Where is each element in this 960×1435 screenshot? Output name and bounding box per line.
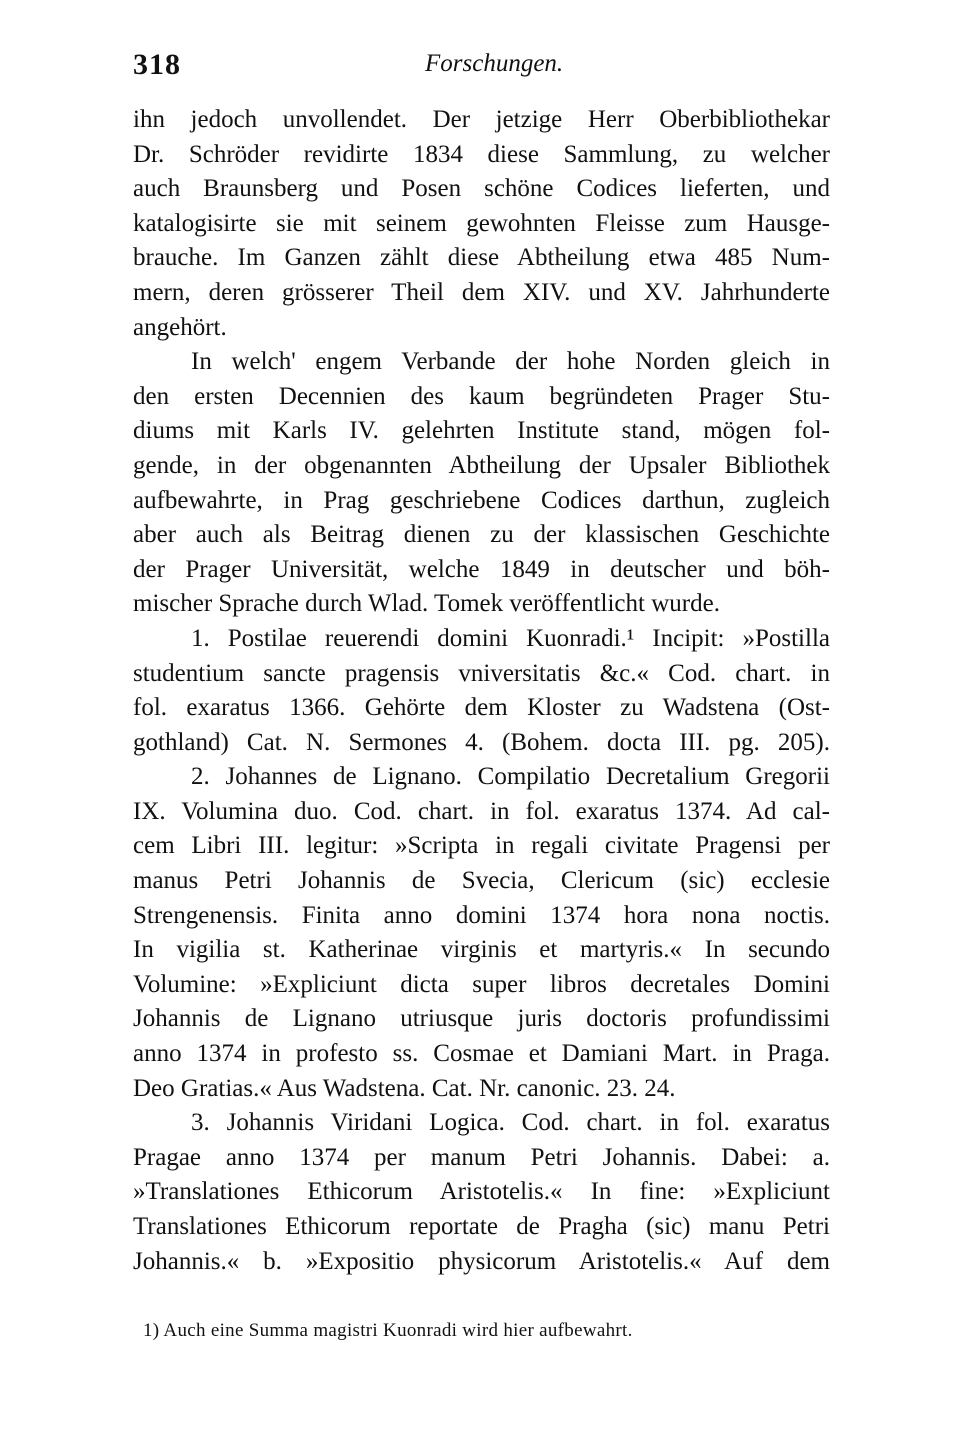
entry-2-line: 2. Johannes de Lignano. Compilatio Decretalium Gregorii	[191, 763, 830, 791]
page-header	[133, 48, 830, 84]
body-text	[133, 103, 830, 1279]
text-line: mern, deren grösserer Theil dem XIV. und XV. Jahrhunderte	[133, 278, 830, 306]
text-line: den ersten Decennien des kaum begründeten Prager Stu-	[133, 382, 830, 410]
footnote: 1) Auch eine Summa magistri Kuonradi wird hier aufbewahrt.	[143, 1320, 633, 1341]
text-line: ihn jedoch unvollendet. Der jetzige Herr Oberbibliothekar	[133, 106, 830, 133]
text-line: anno 1374 in profesto ss. Cosmae et Damiani Mart. in Praga.	[133, 1040, 830, 1068]
text-line: Strengenensis. Finita anno domini 1374 hora nona noctis.	[133, 901, 830, 929]
text-line: studentium sancte pragensis vniversitatis &c.« Cod. chart. in	[133, 659, 830, 687]
entry-3-line: 3. Johannis Viridani Logica. Cod. chart. in fol. exaratus	[191, 1109, 830, 1137]
running-title: Forschungen.	[425, 50, 564, 77]
text-line: mischer Sprache durch Wlad. Tomek veröffentlicht wurde.	[133, 590, 720, 618]
text-line: aber auch als Beitrag dienen zu der klassischen Geschichte	[133, 521, 830, 549]
page-number: 318	[133, 48, 181, 81]
text-line: Deo Gratias.« Aus Wadstena. Cat. Nr. canonic. 23. 24.	[133, 1074, 676, 1102]
text-line: gende, in der obgenannten Abtheilung der Upsaler Bibliothek	[133, 451, 830, 479]
text-line: Johannis de Lignano utriusque juris doctoris profundissimi	[133, 1005, 830, 1033]
text-line: cem Libri III. legitur: »Scripta in regali civitate Pragensi per	[133, 832, 830, 860]
text-line: Volumine: »Expliciunt dicta super libros decretales Domini	[133, 970, 830, 998]
text-line: Pragae anno 1374 per manum Petri Johannis. Dabei: a.	[133, 1143, 830, 1171]
text-line: Translationes Ethicorum reportate de Pragha (sic) manu Petri	[133, 1213, 830, 1240]
text-line: angehört.	[133, 313, 227, 341]
text-line: brauche. Im Ganzen zählt diese Abtheilung etwa 485 Num-	[133, 244, 830, 272]
text-line: katalogisirte sie mit seinem gewohnten Fleisse zum Hausge-	[133, 209, 830, 237]
text-line: Johannis.« b. »Expositio physicorum Aristotelis.« Auf dem	[133, 1247, 830, 1275]
text-line: auch Braunsberg und Posen schöne Codices lieferten, und	[133, 175, 830, 203]
paragraph-start-line: In welch' engem Verbande der hohe Norden gleich in	[191, 348, 830, 376]
text-line: gothland) Cat. N. Sermones 4. (Bohem. docta III. pg. 205).	[133, 728, 830, 756]
text-line: Dr. Schröder revidirte 1834 diese Sammlung, zu welcher	[133, 140, 830, 168]
text-line: »Translationes Ethicorum Aristotelis.« In fine: »Expliciunt	[133, 1178, 830, 1206]
text-line: IX. Volumina duo. Cod. chart. in fol. exaratus 1374. Ad cal-	[133, 797, 830, 825]
text-line: aufbewahrte, in Prag geschriebene Codices darthun, zugleich	[133, 486, 830, 514]
text-line: manus Petri Johannis de Svecia, Clericum (sic) ecclesie	[133, 867, 830, 895]
text-line: diums mit Karls IV. gelehrten Institute stand, mögen fol-	[133, 417, 830, 445]
entry-1-line: 1. Postilae reuerendi domini Kuonradi.¹ Incipit: »Postilla	[191, 624, 830, 652]
text-line: fol. exaratus 1366. Gehörte dem Kloster zu Wadstena (Ost-	[133, 694, 830, 722]
text-line: der Prager Universität, welche 1849 in deutscher und böh-	[133, 555, 830, 583]
text-line: In vigilia st. Katherinae virginis et martyris.« In secundo	[133, 936, 830, 964]
